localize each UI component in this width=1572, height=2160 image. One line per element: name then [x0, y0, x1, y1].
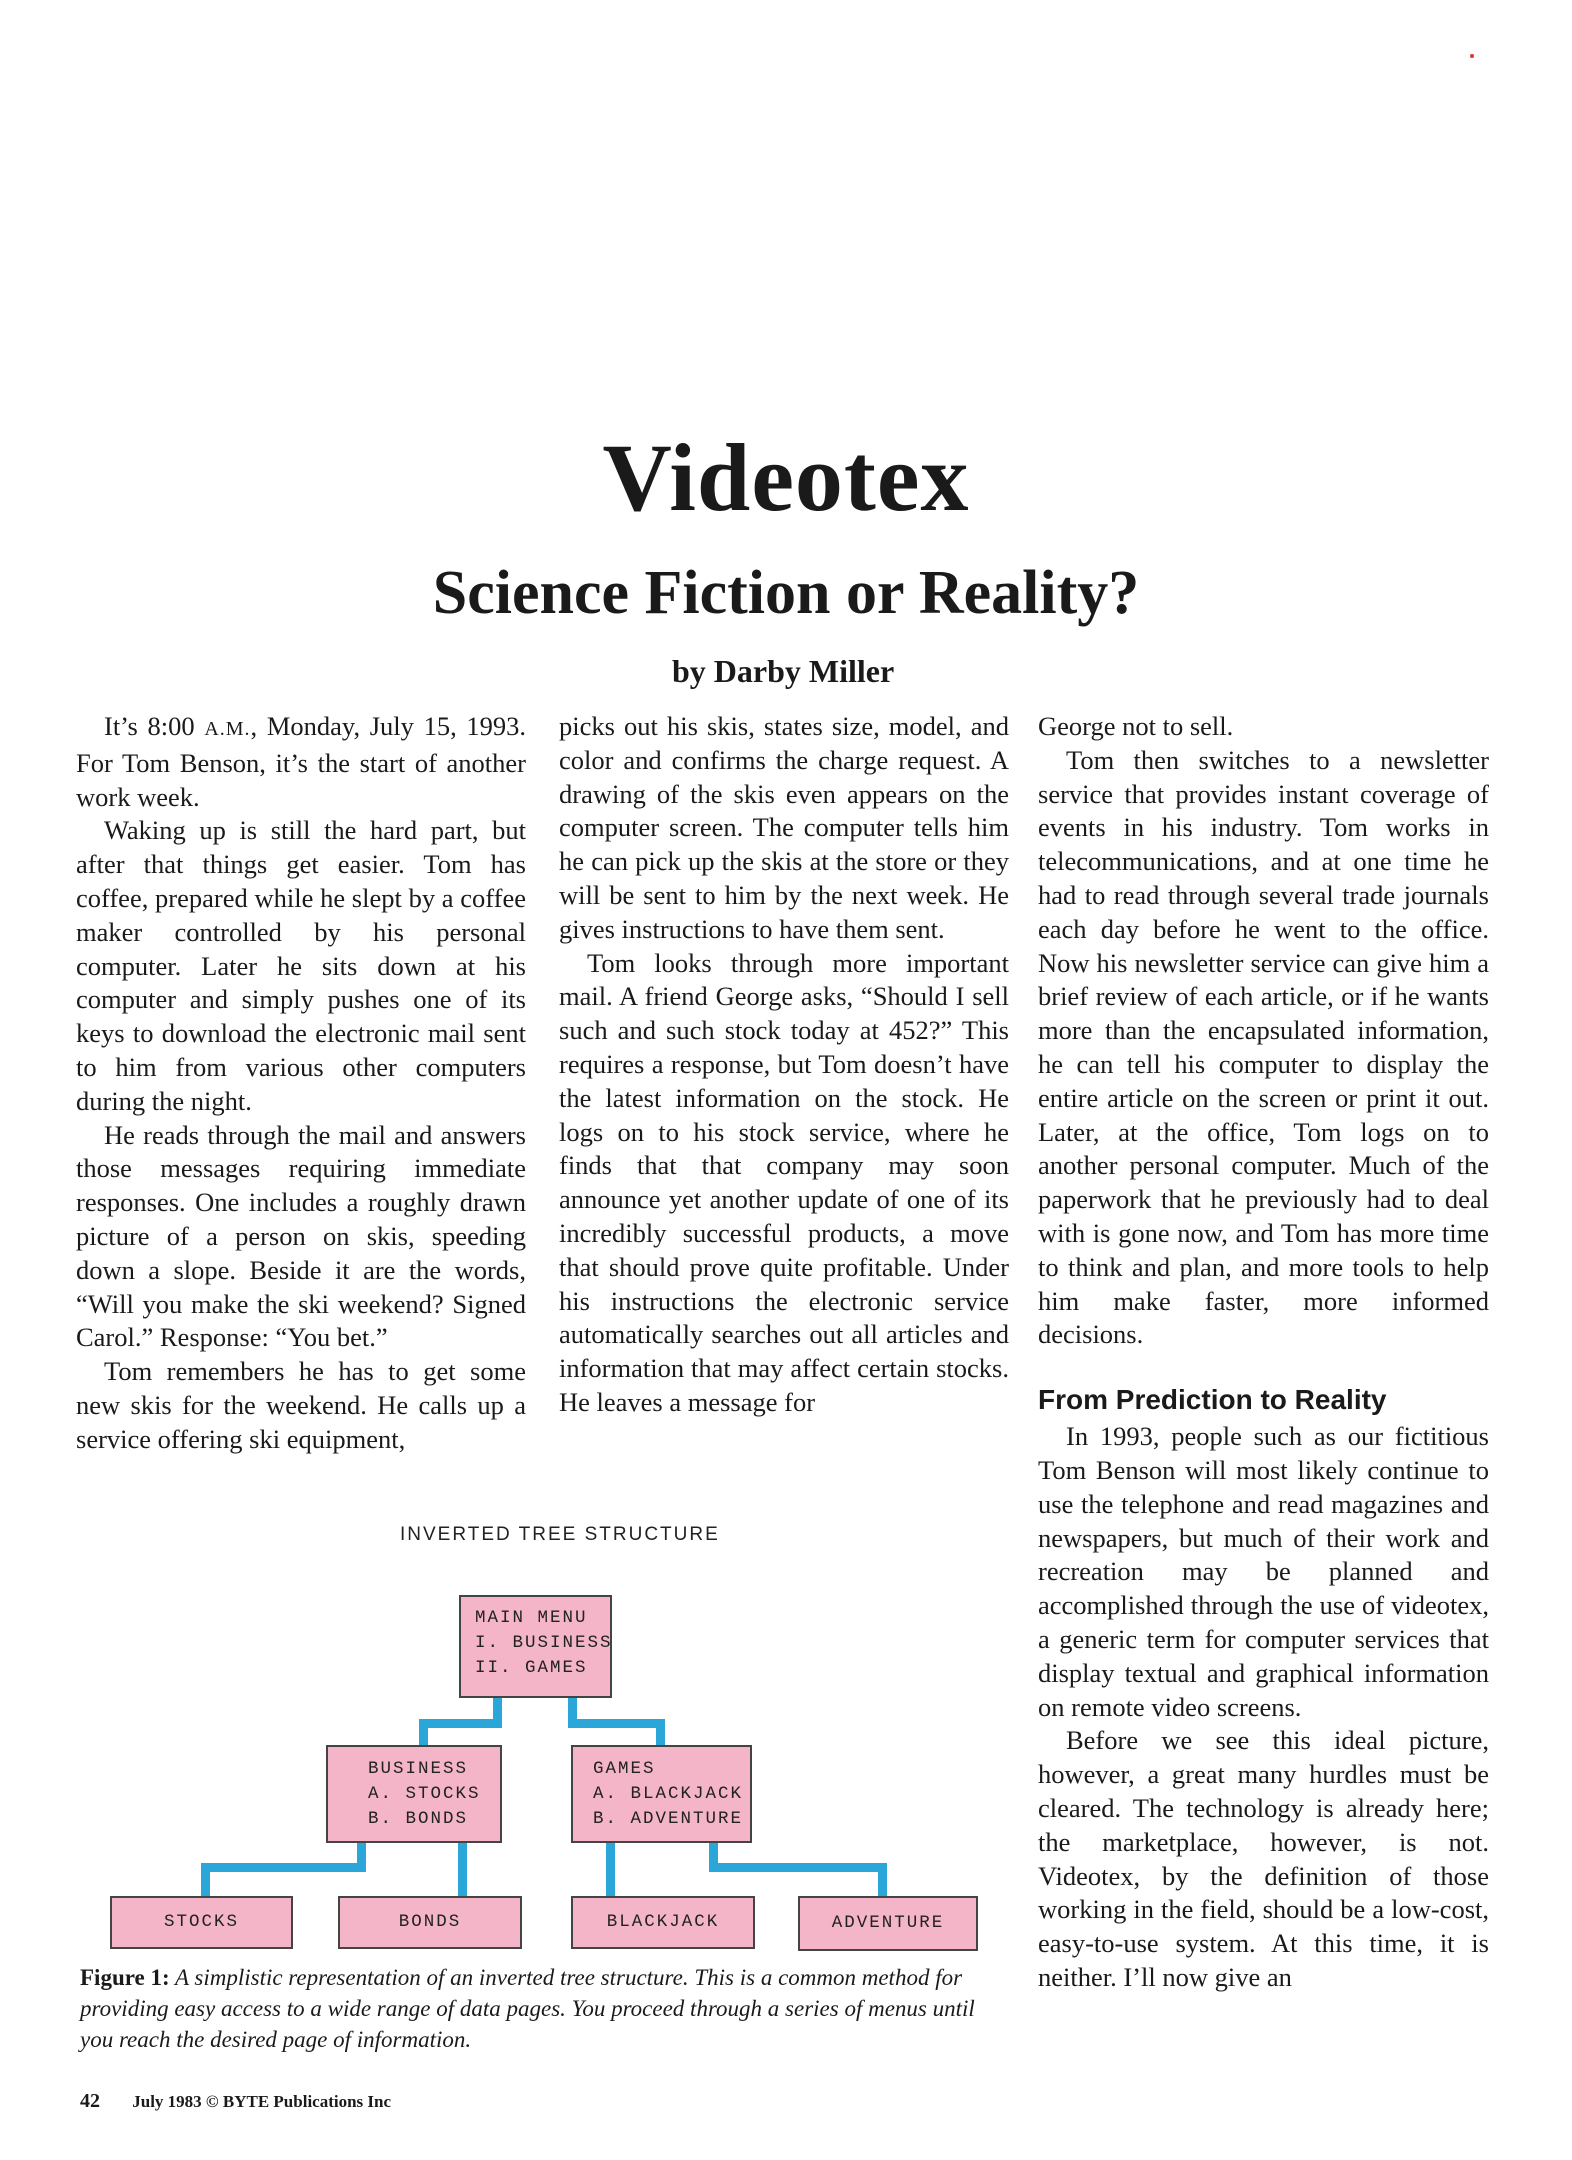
box-line: MAIN MENU — [475, 1608, 588, 1628]
box-line: I. BUSINESS — [475, 1633, 613, 1653]
footer-credit: July 1983 © BYTE Publications Inc — [132, 2092, 392, 2111]
paragraph: George not to sell. — [1038, 711, 1234, 741]
section-heading: From Prediction to Reality — [1038, 1384, 1387, 1416]
paragraph: It’s 8:00 A.M., Monday, July 15, 1993. For Tom Benson, it’s the start of another work week. — [76, 711, 526, 812]
paragraph: Waking up is still the hard part, but after that things get easier. Tom has coffee, prepared while he slept by a coffee maker controlled by his personal computer. Later he sits down at his computer and simply pushes one of its keys to download the electronic mail sent to him from various other computers during the night. — [76, 815, 526, 1116]
connector-line — [878, 1863, 887, 1897]
paragraph: Tom then switches to a newsletter service that provides instant coverage of events in his industry. Tom works in telecommunications, and at one time he had to read through several trade journals each day before he went to the office. Now his newsletter service can give him a brief review of each article, or if he wants more than the encapsulated information, he can tell his computer to display the entire article on the screen or print it out. Later, at the office, Tom logs on to another personal computer. Much of the paperwork that he previously had to deal with is gone now, and Tom has more time to think and plan, and more tools to help him make faster, more informed decisions. — [1038, 744, 1489, 1350]
column-2 — [559, 710, 1009, 1420]
games-menu-box — [571, 1745, 752, 1843]
connector-line — [201, 1863, 366, 1872]
leaf-box-stocks: STOCKS — [110, 1896, 293, 1949]
column-1 — [76, 710, 526, 1457]
paragraph: Before we see this ideal picture, however, a great many hurdles must be cleared. The technology is already here; the marketplace, however, is not. Videotex, by the definition of those working in the field, should be a low-cost, easy-to-use system. At this time, it is neither. I’ll now give an — [1038, 1725, 1489, 1992]
page-footer — [80, 2090, 391, 2113]
paragraph: Tom looks through more important mail. A friend George asks, “Should I sell such and such stock today at 452?” This requires a response, but Tom doesn’t have the latest information on the stock. He logs on to his stock service, where he finds that that company may soon announce yet another update of one of its incredibly successful products, a move that should prove quite profitable. Under his instructions the electronic service automatically searches out all articles and information that may affect certain stocks. He leaves a message for — [559, 947, 1009, 1417]
time-am: A.M. — [204, 718, 251, 740]
box-line: A. STOCKS — [368, 1784, 481, 1804]
leaf-box-blackjack: BLACKJACK — [571, 1896, 755, 1949]
figure-title: INVERTED TREE STRUCTURE — [400, 1524, 720, 1545]
leaf-box-adventure: ADVENTURE — [798, 1896, 978, 1951]
box-line: II. GAMES — [475, 1658, 588, 1678]
paragraph: In 1993, people such as our fictitious Tom Benson will most likely continue to use the telephone and read magazines and newspapers, but much of their work and recreation may be planned and accomplished through the use of videotex, a generic term for computer services that display textual and graphical information on remote video screens. — [1038, 1421, 1489, 1722]
paragraph: He reads through the mail and answers those messages requiring immediate responses. One includes a roughly drawn picture of a person on skis, speeding down a slope. Beside it are the words, “Will you make the ski weekend? Signed Carol.” Response: “You bet.” — [76, 1119, 526, 1353]
figure-caption — [80, 1962, 1010, 2055]
column-3 — [1038, 710, 1489, 1995]
connector-line — [419, 1719, 428, 1747]
connector-line — [201, 1863, 210, 1897]
connector-line — [656, 1719, 665, 1747]
box-line: BUSINESS — [368, 1759, 469, 1779]
leaf-box-bonds: BONDS — [338, 1896, 522, 1949]
box-line: GAMES — [593, 1759, 656, 1779]
business-menu-box — [326, 1745, 502, 1843]
box-line: A. BLACKJACK — [593, 1784, 744, 1804]
paragraph: Tom remembers he has to get some new skis for the weekend. He calls up a service offering ski equipment, — [76, 1356, 526, 1454]
connector-line — [458, 1842, 467, 1897]
connector-line — [709, 1863, 887, 1872]
main-menu-box — [459, 1595, 612, 1698]
print-speck — [1470, 54, 1474, 58]
byline: by Darby Miller — [672, 653, 895, 689]
page-number: 42 — [80, 2090, 100, 2112]
box-line: B. ADVENTURE — [593, 1809, 744, 1829]
article-subtitle: Science Fiction or Reality? — [432, 559, 1140, 627]
caption-text: A simplistic representation of an inverted tree structure. This is a common method for providing easy access to a wide range of data pages. You proceed through a series of menus until you reach the desired page of information. — [80, 1965, 975, 2052]
connector-line — [568, 1719, 665, 1728]
article-title: Videotex — [602, 424, 970, 531]
connector-line — [419, 1719, 502, 1728]
caption-lead: Figure 1: — [80, 1965, 170, 1990]
paragraph: picks out his skis, states size, model, and color and confirms the charge request. A drawing of the skis even appears on the computer screen. The computer tells him he can pick up the skis at the store or they will be sent to him by the next week. He gives instructions to have them sent. — [559, 711, 1009, 944]
box-line: B. BONDS — [368, 1809, 469, 1829]
connector-line — [606, 1842, 615, 1897]
